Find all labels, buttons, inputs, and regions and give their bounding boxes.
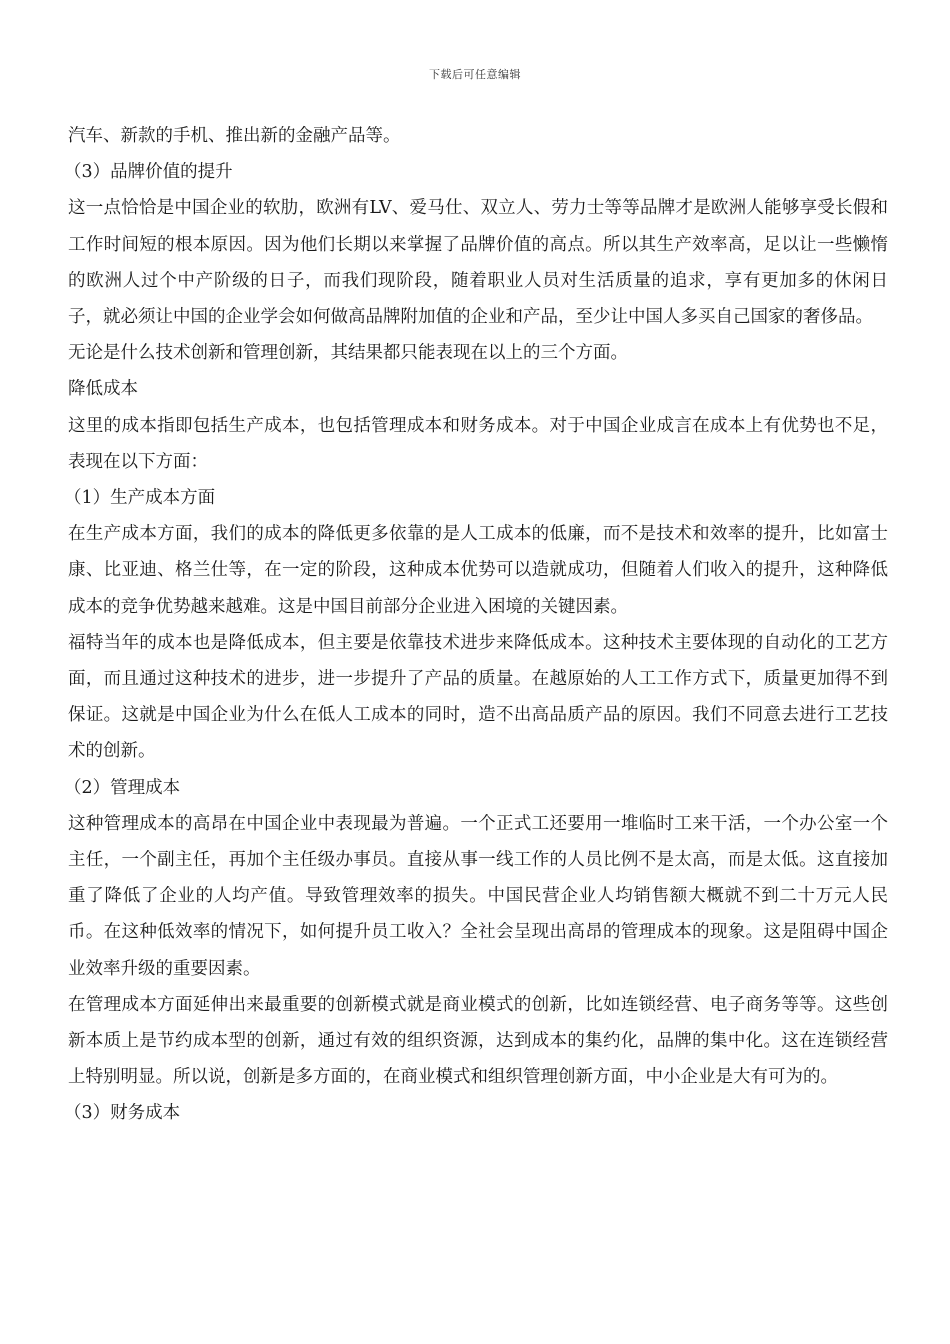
paragraph: 在生产成本方面，我们的成本的降低更多依靠的是人工成本的低廉，而不是技术和效率的提升，比如富士康、比亚迪、格兰仕等，在一定的阶段，这种成本优势可以造就成功，但随着人们收入的提升，这种降低成本的竞争优势越来越难。这是中国目前部分企业进入困境的关键因素。 <box>68 524 888 617</box>
subheading-management-cost: （2）管理成本 <box>64 777 181 798</box>
paragraph: 无论是什么技术创新和管理创新，其结果都只能表现在以上的三个方面。 <box>68 343 628 364</box>
subheading-financial-cost: （3）财务成本 <box>64 1103 181 1124</box>
paragraph: 福特当年的成本也是降低成本，但主要是依靠技术进步来降低成本。这种技术主要体现的自动化的工艺方面，而且通过这种技术的进步，进一步提升了产品的质量。在越原始的人工工作方式下，质量更加得不到保证。这就是中国企业为什么在低人工成本的同时，造不出高品质产品的原因。我们不同意去进行工艺技术的创新。 <box>68 632 888 762</box>
paragraph: 这里的成本指即包括生产成本，也包括管理成本和财务成本。对于中国企业成言在成本上有优势也不足，表现在以下方面： <box>68 415 888 472</box>
paragraph: 这一点恰恰是中国企业的软肋，欧洲有LV、爱马仕、双立人、劳力士等等品牌才是欧洲人能够享受长假和工作时间短的根本原因。因为他们长期以来掌握了品牌价值的高点。所以其生产效率高，足以让一些懒惰的欧洲人过个中产阶级的日子，而我们现阶段，随着职业人员对生活质量的追求，享有更加多的休闲日子，就必须让中国的企业学会如何做高品牌附加值的企业和产品，至少让中国人多买自己国家的奢侈品。 <box>68 198 888 328</box>
paragraph: 在管理成本方面延伸出来最重要的创新模式就是商业模式的创新，比如连锁经营、电子商务等等。这些创新本质上是节约成本型的创新，通过有效的组织资源，达到成本的集约化，品牌的集中化。这在连锁经营上特别明显。所以说，创新是多方面的，在商业模式和组织管理创新方面，中小企业是大有可为的。 <box>68 994 888 1088</box>
section-heading-reduce-cost: 降低成本 <box>68 379 138 400</box>
paragraph: 汽车、新款的手机、推出新的金融产品等。 <box>68 126 401 146</box>
header-note: 下载后可任意编辑 <box>429 68 521 81</box>
document-body <box>64 118 888 1132</box>
paragraph: 这种管理成本的高昂在中国企业中表现最为普遍。一个正式工还要用一堆临时工来干活，一个办公室一个主任，一个副主任，再加个主任级办事员。直接从事一线工作的人员比例不是太高，而是太低。这直接加重了降低了企业的人均产值。导致管理效率的损失。中国民营企业人均销售额大概就不到二十万元人民币。在这种低效率的情况下，如何提升员工收入？全社会呈现出高昂的管理成本的现象。这是阻碍中国企业效率升级的重要因素。 <box>68 813 888 979</box>
subheading-brand-value: （3）品牌价值的提升 <box>64 162 233 183</box>
subheading-production-cost: （1）生产成本方面 <box>64 488 216 509</box>
